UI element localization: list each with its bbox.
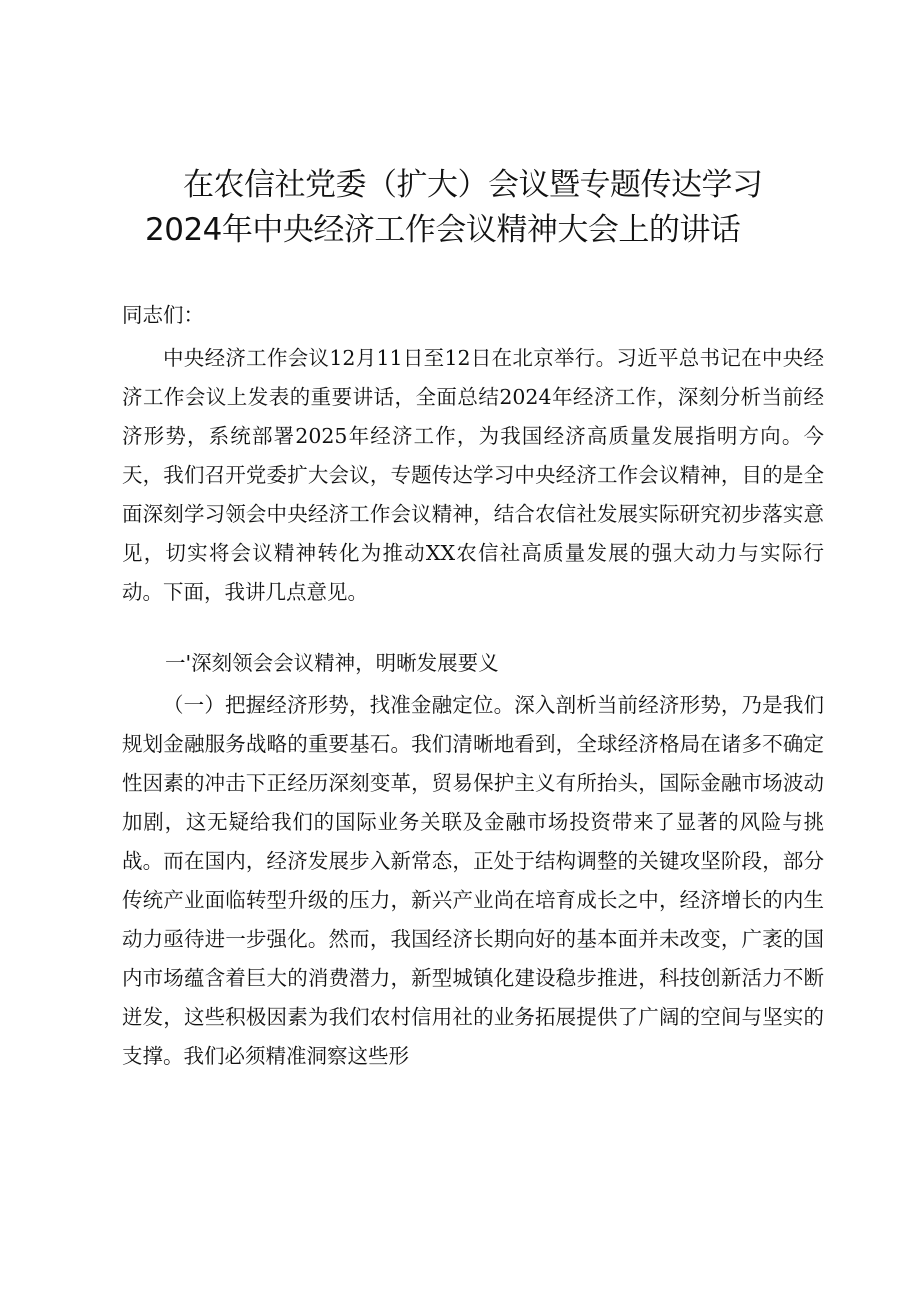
document-title-line-2: 2024年中央经济工作会议精神大会上的讲话 xyxy=(145,212,741,248)
paragraph-intro: 中央经济工作会议12月11日至12日在北京举行。习近平总书记在中央经济工作会议上发表的重要讲话，全面总结2024年经济工作，深刻分析当前经济形势，系统部署2025年经济工作，为我国经济高质量发展指明方向。今天，我们召开党委扩大会议，专题传达学习中央经济工作会议精神，目的是全面深刻学习领会中央经济工作会议精神，结合农信社发展实际研究初步落实意见，切实将会议精神转化为推动XX农信社高质量发展的强大动力与实际行动。下面，我讲几点意见。 xyxy=(122,346,824,604)
salutation: 同志们： xyxy=(122,303,204,327)
paragraph-section-1-1: （一）把握经济形势，找准金融定位。深入剖析当前经济形势，乃是我们规划金融服务战略的重要基石。我们清晰地看到，全球经济格局在诸多不确定性因素的冲击下正经历深刻变革，贸易保护主义有所抬头，国际金融市场波动加剧，这无疑给我们的国际业务关联及金融市场投资带来了显著的风险与挑战。而在国内，经济发展步入新常态，正处于结构调整的关键攻坚阶段，部分传统产业面临转型升级的压力，新兴产业尚在培育成长之中，经济增长的内生动力亟待进一步强化。然而，我国经济长期向好的基本面并未改变，广袤的国内市场蕴含着巨大的消费潜力，新型城镇化建设稳步推进，科技创新活力不断迸发，这些积极因素为我们农村信用社的业务拓展提供了广阔的空间与坚实的支撑。我们必须精准洞察这些形 xyxy=(122,693,824,1068)
document-title-line-1: 在农信社党委（扩大）会议暨专题传达学习 xyxy=(183,167,763,203)
section-heading-1: 一'深刻领会会议精神，明晰发展要义 xyxy=(165,651,499,675)
